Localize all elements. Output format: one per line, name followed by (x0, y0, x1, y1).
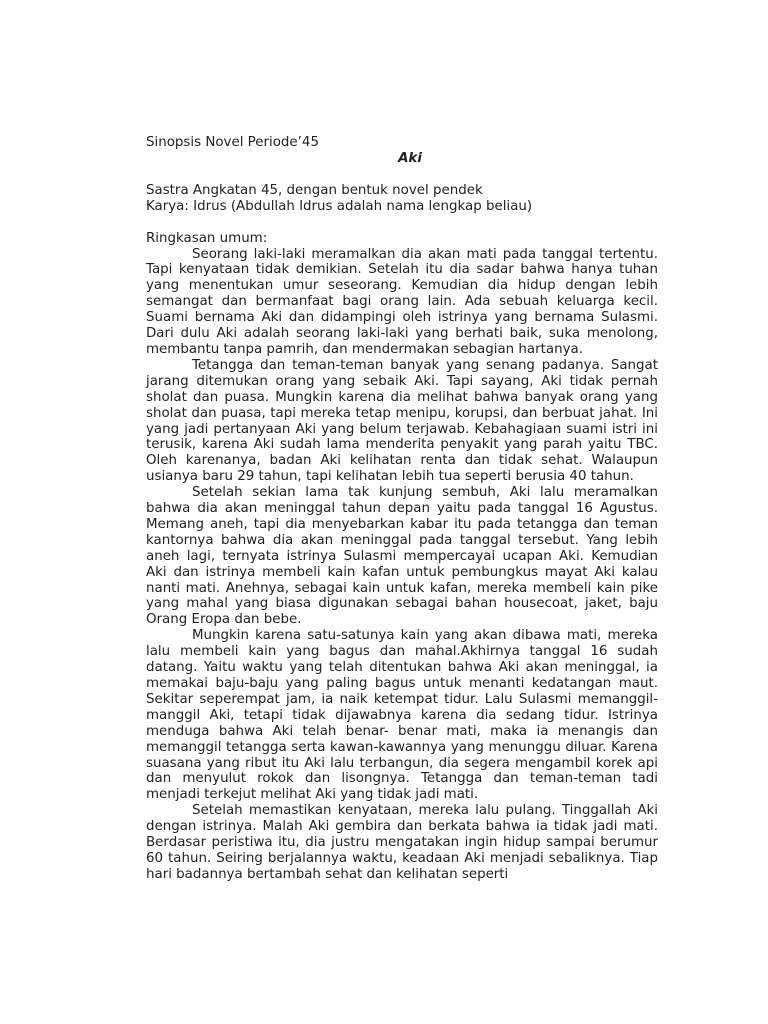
paragraph-2-text: Tetangga dan teman-teman banyak yang senang padanya. Sangat jarang ditemukan orang yang sebaik Aki. Tapi sayang, Aki tidak pernah sholat dan puasa. Mungkin karena dia melihat bahwa banyak orang yang sholat dan puasa, tapi mereka tetap menipu, korupsi, dan berbuat jahat. Ini yang jadi pertanyaan Aki yang belum terjawab. Kebahagiaan suami istri ini terusik, karena Aki sudah lama menderita penyakit yang parah yaitu TBC. Oleh karenanya, badan Aki kelihatan renta dan tidak sehat. Walaupun usianya baru 29 tahun, tapi kelihatan lebih tua seperti berusia 40 tahun. (146, 357, 658, 485)
paragraph-5-text: Setelah memastikan kenyataan, mereka lalu pulang. Tinggallah Aki dengan istrinya. Malah Aki gembira dan berkata bahwa ia tidak jadi mati. Berdasar peristiwa itu, dia justru mengatakan ingin hidup sampai berumur 60 tahun. Seiring berjalannya waktu, keadaan Aki menjadi sebaliknya. Tiap hari badannya bertambah sehat dan kelihatan seperti (146, 803, 658, 882)
meta-genre: Sastra Angkatan 45, dengan bentuk novel pendek (146, 182, 483, 198)
paragraph-2 (146, 358, 658, 485)
meta-author: Karya: Idrus (Abdullah Idrus adalah nama lengkap beliau) (146, 198, 533, 214)
paragraph-5 (146, 803, 658, 883)
summary-label: Ringkasan umum: (146, 230, 268, 246)
paragraph-4-text: Mungkin karena satu-satunya kain yang akan dibawa mati, mereka lalu membeli kain yang bagus dan mahal.Akhirnya tanggal 16 sudah datang. Yaitu waktu yang telah ditentukan bahwa Aki akan meninggal, ia memakai baju-baju yang paling bagus untuk menanti kedatangan maut. Sekitar seperempat jam, ia naik ketempat tidur. Lalu Sulasmi memanggil-manggil Aki, tetapi tidak dijawabnya karena dia sedang tidur. Istrinya menduga bahwa Aki telah benar- benar mati, maka ia menangis dan memanggil tetangga serta kawan-kawannya yang menunggu diluar. Karena suasana yang ribut itu Aki lalu terbangun, dia segera mengambil korek api dan menyulut rokok dan lisongnya. Tetangga dan teman-teman tadi menjadi terkejut melihat Aki yang tidak jadi mati. (146, 628, 658, 803)
paragraph-1-text: Seorang laki-laki meramalkan dia akan mati pada tanggal tertentu. Tapi kenyataan tidak demikian. Setelah itu dia sadar bahwa hanya tuhan yang menentukan umur seseorang. Kemudian dia hidup dengan lebih semangat dan bermanfaat bagi orang lain. Ada sebuah keluarga kecil. Suami bernama Aki dan didampingi oleh istrinya yang bernama Sulasmi. Dari dulu Aki adalah seorang laki-laki yang berhati baik, suka menolong, membantu tanpa pamrih, dan mendermakan sebagian hartanya. (146, 246, 658, 357)
paragraph-3-text: Setelah sekian lama tak kunjung sembuh, Aki lalu meramalkan bahwa dia akan meninggal tahun depan yaitu pada tanggal 16 Agustus. Memang aneh, tapi dia menyebarkan kabar itu pada tetangga dan teman kantornya bahwa dia akan meninggal pada tanggal tersebut. Yang lebih aneh lagi, ternyata istrinya Sulasmi mempercayai ucapan Aki. Kemudian Aki dan istrinya membeli kain kafan untuk pembungkus mayat Aki kalau nanti mati. Anehnya, sebagai kain untuk kafan, mereka membeli kain pike yang mahal yang biasa digunakan sebagai bahan housecoat, jaket, baju Orang Eropa dan bebe. (146, 485, 658, 628)
document-heading: Sinopsis Novel Periode’45 (146, 135, 319, 150)
paragraph-1 (146, 247, 658, 358)
paragraph-3 (146, 485, 658, 628)
spacer (146, 167, 658, 183)
paragraph-4 (146, 628, 658, 803)
document-page (146, 135, 658, 883)
spacer (146, 215, 658, 231)
document-title: Aki (398, 150, 422, 166)
